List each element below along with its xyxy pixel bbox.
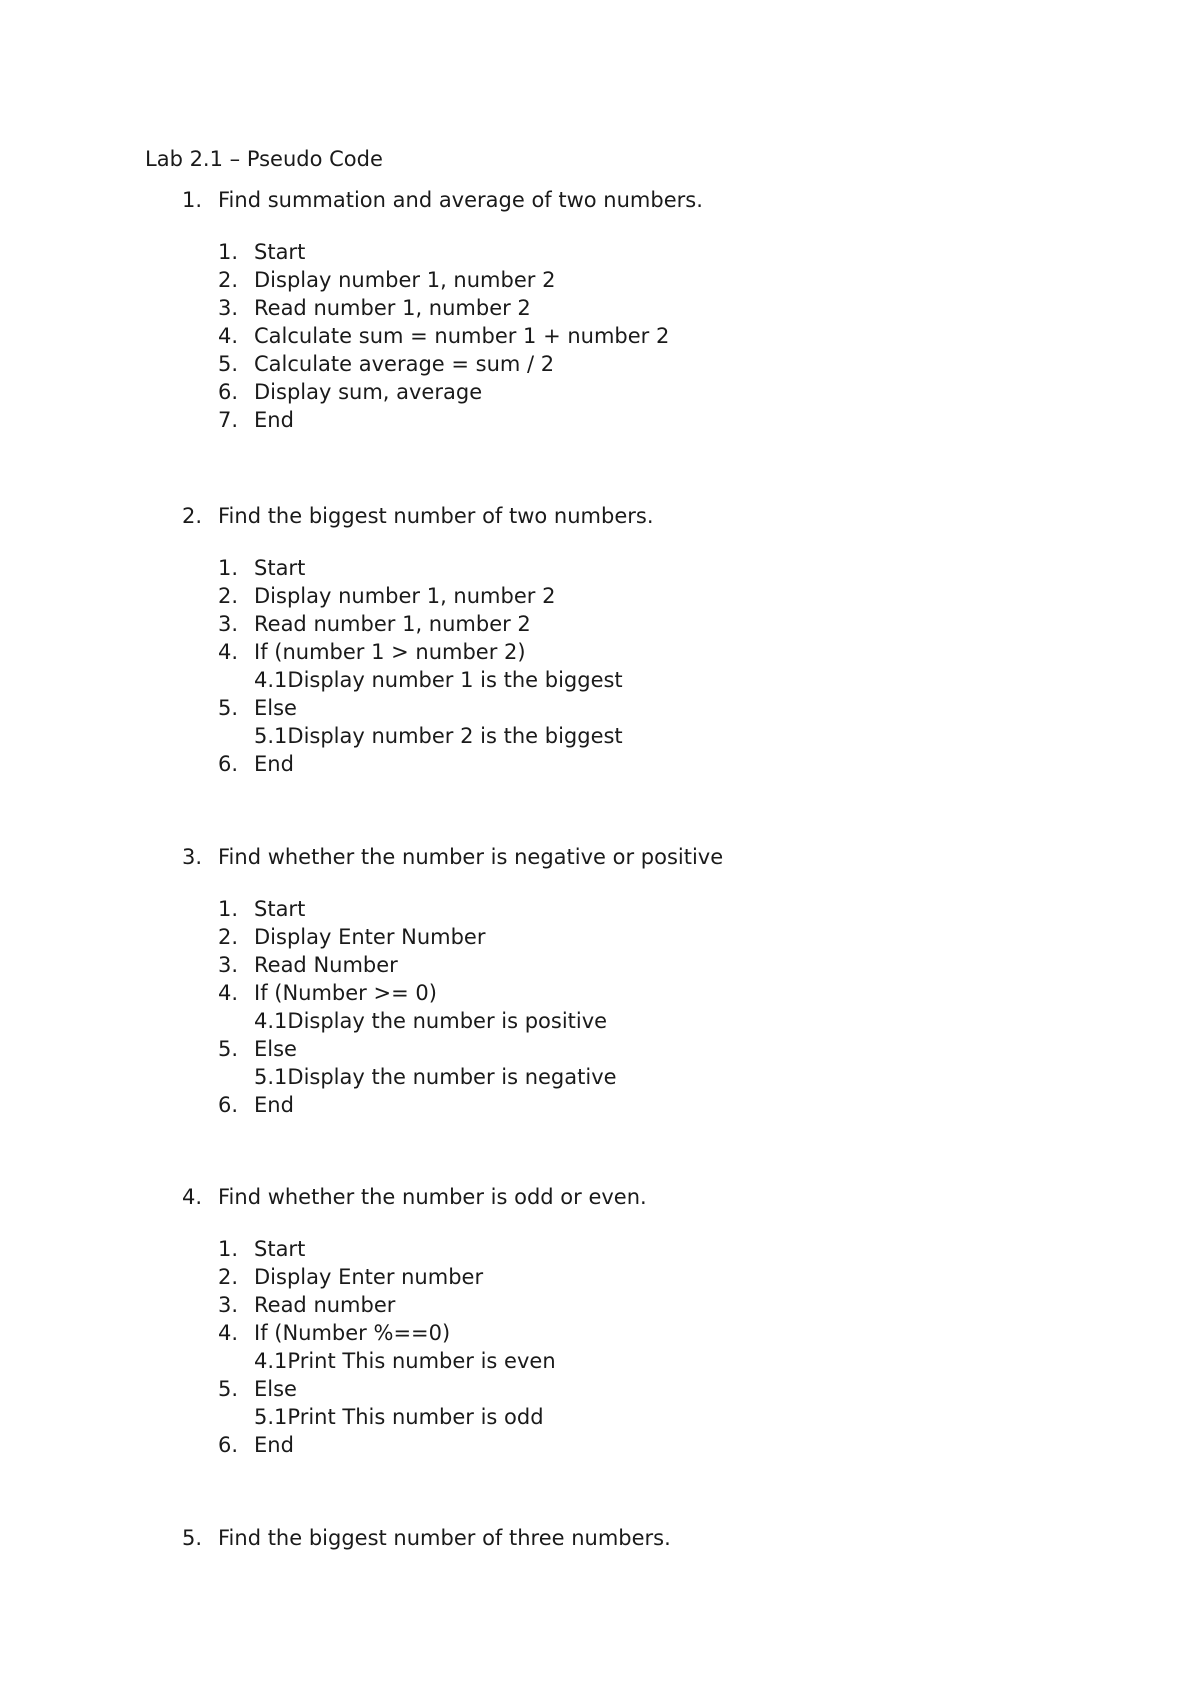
- step-number: 7.: [218, 408, 239, 432]
- problem-text: Find whether the number is odd or even.: [218, 1185, 647, 1209]
- step-text: End: [254, 1093, 294, 1117]
- step-number: 2.: [218, 925, 239, 949]
- step-text: Display number 1, number 2: [254, 268, 556, 292]
- step-text: Display sum, average: [254, 380, 483, 404]
- step-number: 2.: [218, 1265, 239, 1289]
- step-text: Else: [254, 1037, 297, 1061]
- step-number: 4.: [218, 640, 239, 664]
- problem-text: Find summation and average of two numbers.: [218, 188, 703, 212]
- step-number: 6.: [218, 1093, 239, 1117]
- problem-text: Find whether the number is negative or positive: [218, 845, 724, 869]
- step-number: 4.: [218, 981, 239, 1005]
- step-text: Read number 1, number 2: [254, 612, 531, 636]
- step-number: 4.: [218, 1321, 239, 1345]
- problem-text: Find the biggest number of two numbers.: [218, 504, 654, 528]
- step-number: 3.: [218, 296, 239, 320]
- step-number: 6.: [218, 752, 239, 776]
- step-number: 5.: [218, 1377, 239, 1401]
- step-text: Start: [254, 897, 306, 921]
- problem-number: 1.: [182, 188, 203, 212]
- step-number: 1.: [218, 556, 239, 580]
- step-text: End: [254, 752, 294, 776]
- step-number: 5.: [218, 1037, 239, 1061]
- step-number: 5.: [218, 696, 239, 720]
- document-title: Lab 2.1 – Pseudo Code: [145, 147, 383, 171]
- sub-step: 4.1Display number 1 is the biggest: [254, 668, 623, 692]
- problem-text: Find the biggest number of three numbers.: [218, 1526, 671, 1550]
- step-number: 6.: [218, 1433, 239, 1457]
- step-text: Read number: [254, 1293, 396, 1317]
- sub-step: 5.1Print This number is odd: [254, 1405, 544, 1429]
- step-text: Start: [254, 240, 306, 264]
- step-text: If (Number >= 0): [254, 981, 437, 1005]
- step-number: 4.: [218, 324, 239, 348]
- problem-number: 5.: [182, 1526, 203, 1550]
- step-text: If (number 1 > number 2): [254, 640, 526, 664]
- step-text: End: [254, 1433, 294, 1457]
- step-number: 6.: [218, 380, 239, 404]
- sub-step: 5.1Display number 2 is the biggest: [254, 724, 623, 748]
- step-text: Display number 1, number 2: [254, 584, 556, 608]
- step-number: 3.: [218, 1293, 239, 1317]
- step-text: Else: [254, 1377, 297, 1401]
- step-number: 3.: [218, 953, 239, 977]
- step-text: Display Enter number: [254, 1265, 484, 1289]
- step-number: 1.: [218, 897, 239, 921]
- step-text: If (Number %==0): [254, 1321, 451, 1345]
- step-number: 5.: [218, 352, 239, 376]
- step-text: Calculate sum = number 1 + number 2: [254, 324, 670, 348]
- step-text: Else: [254, 696, 297, 720]
- sub-step: 4.1Display the number is positive: [254, 1009, 608, 1033]
- step-number: 3.: [218, 612, 239, 636]
- step-text: Read number 1, number 2: [254, 296, 531, 320]
- step-number: 2.: [218, 268, 239, 292]
- sub-step: 4.1Print This number is even: [254, 1349, 556, 1373]
- problem-number: 3.: [182, 845, 203, 869]
- step-text: Start: [254, 1237, 306, 1261]
- problem-number: 2.: [182, 504, 203, 528]
- step-number: 1.: [218, 1237, 239, 1261]
- step-text: Calculate average = sum / 2: [254, 352, 555, 376]
- step-number: 2.: [218, 584, 239, 608]
- step-number: 1.: [218, 240, 239, 264]
- problem-number: 4.: [182, 1185, 203, 1209]
- sub-step: 5.1Display the number is negative: [254, 1065, 617, 1089]
- step-text: End: [254, 408, 294, 432]
- step-text: Display Enter Number: [254, 925, 486, 949]
- step-text: Start: [254, 556, 306, 580]
- step-text: Read Number: [254, 953, 398, 977]
